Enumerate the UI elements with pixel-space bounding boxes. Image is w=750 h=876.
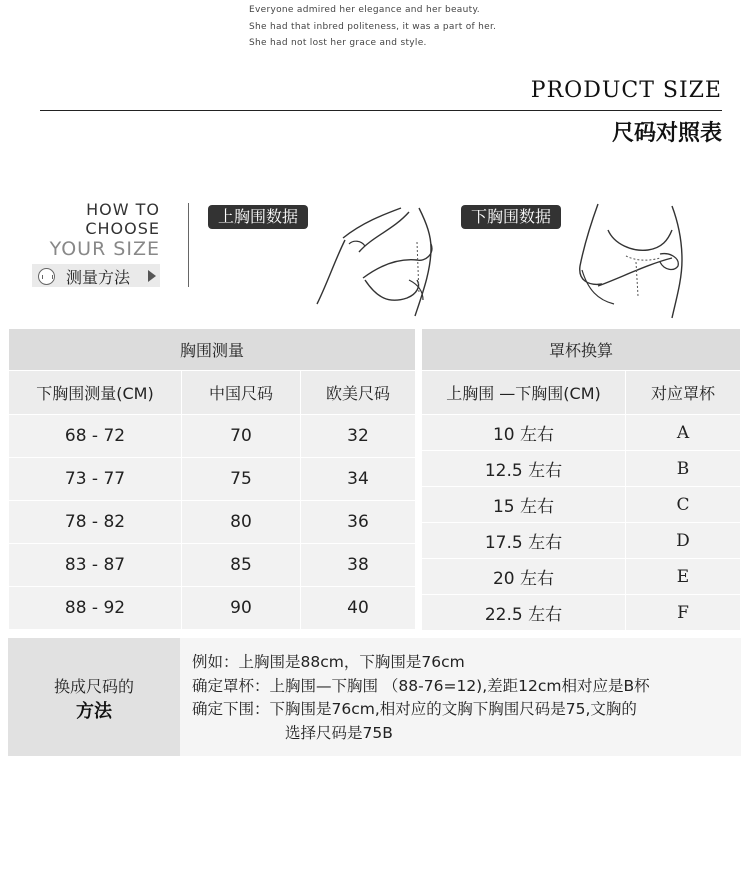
- cell-difference: 20 左右: [422, 559, 626, 595]
- col-cup: 对应罩杯: [626, 371, 741, 415]
- vertical-divider: [188, 203, 189, 287]
- cell-difference: 17.5 左右: [422, 523, 626, 559]
- under-bust-badge: 下胸围数据: [461, 205, 561, 229]
- table-row: [9, 501, 416, 544]
- cell-under-bust: 68 - 72: [9, 415, 182, 458]
- measure-method-bar: [32, 264, 160, 287]
- upper-bust-badge: 上胸围数据: [208, 205, 308, 229]
- cell-cup: E: [626, 559, 741, 595]
- cell-eu-size: 36: [301, 501, 416, 544]
- cell-cup: A: [626, 415, 741, 451]
- note-body: [192, 651, 650, 745]
- cell-eu-size: 32: [301, 415, 416, 458]
- cell-difference: 12.5 左右: [422, 451, 626, 487]
- note-example: 例如：上胸围是88cm，下胸围是76cm: [192, 653, 465, 671]
- cell-difference: 22.5 左右: [422, 595, 626, 631]
- note-result: 选择尺码是75B: [285, 723, 393, 742]
- size-chart-title: 尺码对照表: [611, 121, 722, 146]
- cell-cn-size: 70: [182, 415, 301, 458]
- table-row: [9, 458, 416, 501]
- cell-cn-size: 90: [182, 587, 301, 630]
- bust-table-title: 胸围测量: [9, 329, 416, 371]
- cell-cup: B: [626, 451, 741, 487]
- table-row: [9, 415, 416, 458]
- header-divider: [40, 110, 722, 111]
- table-row: [422, 559, 741, 595]
- measure-method-label: 测量方法: [66, 268, 131, 287]
- cell-difference: 15 左右: [422, 487, 626, 523]
- note-label-line1: 换成尺码的: [53, 677, 134, 696]
- col-eu-size: 欧美尺码: [301, 371, 416, 415]
- cell-cup: C: [626, 487, 741, 523]
- table-row: [422, 523, 741, 559]
- intro-quote: [249, 2, 496, 52]
- tape-icon: [38, 268, 55, 285]
- table-row: [9, 544, 416, 587]
- note-band-rule: 确定下围：下胸围是76cm,相对应的文胸下胸围尺码是75,文胸的: [192, 700, 637, 718]
- product-size-title: PRODUCT SIZE: [530, 78, 722, 103]
- note-cup-rule: 确定罩杯：上胸围—下胸围 （88-76=12),差距12cm相对应是B杯: [192, 676, 650, 695]
- how-to-line3: YOUR SIZE: [49, 238, 160, 260]
- cup-table-title: 罩杯换算: [422, 329, 741, 371]
- cell-cn-size: 75: [182, 458, 301, 501]
- bust-measurement-table: [8, 328, 416, 630]
- cell-cn-size: 80: [182, 501, 301, 544]
- how-to-choose: [40, 200, 160, 260]
- cell-under-bust: 78 - 82: [9, 501, 182, 544]
- table-row: [422, 487, 741, 523]
- how-to-line1: HOW TO: [86, 200, 160, 219]
- cell-eu-size: 40: [301, 587, 416, 630]
- col-cn-size: 中国尺码: [182, 371, 301, 415]
- cell-under-bust: 73 - 77: [9, 458, 182, 501]
- cell-cup: F: [626, 595, 741, 631]
- cell-eu-size: 38: [301, 544, 416, 587]
- table-row: [422, 595, 741, 631]
- arrow-right-icon: [148, 270, 156, 282]
- cell-eu-size: 34: [301, 458, 416, 501]
- col-bust-difference: 上胸围 —下胸围(CM): [422, 371, 626, 415]
- note-label-line2: 方法: [76, 701, 112, 722]
- table-row: [422, 415, 741, 451]
- quote-line: She had that inbred politeness, it was a part of her.: [249, 21, 497, 32]
- cell-difference: 10 左右: [422, 415, 626, 451]
- table-row: [422, 451, 741, 487]
- quote-line: Everyone admired her elegance and her beauty.: [249, 5, 480, 15]
- upper-bust-illustration: [305, 200, 445, 320]
- cell-cup: D: [626, 523, 741, 559]
- table-row: [9, 587, 416, 630]
- note-label-panel: [8, 638, 180, 756]
- cell-cn-size: 85: [182, 544, 301, 587]
- size-conversion-note: [8, 638, 741, 756]
- how-to-line2: CHOOSE: [85, 219, 160, 238]
- under-bust-illustration: [568, 200, 708, 320]
- cell-under-bust: 83 - 87: [9, 544, 182, 587]
- cell-under-bust: 88 - 92: [9, 587, 182, 630]
- cup-conversion-table: [421, 328, 741, 631]
- col-under-bust: 下胸围测量(CM): [9, 371, 182, 415]
- quote-line: She had not lost her grace and style.: [249, 38, 427, 48]
